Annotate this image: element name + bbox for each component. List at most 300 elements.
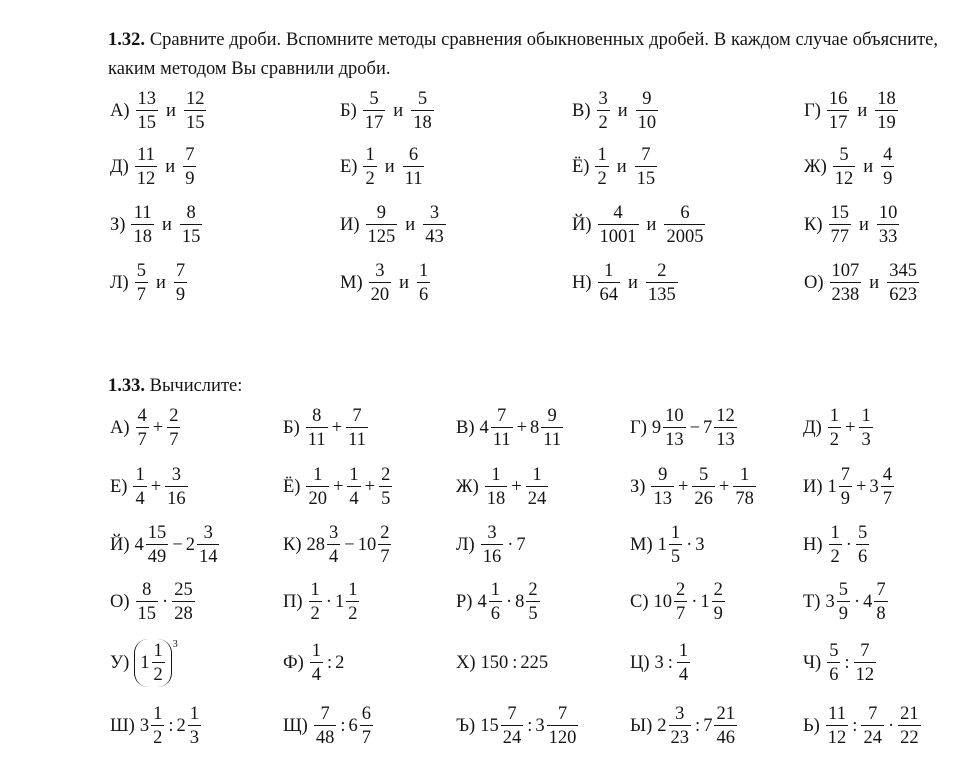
item-label: Й) <box>110 534 130 555</box>
calculation-item <box>630 517 706 573</box>
parentheses <box>134 639 172 687</box>
denominator: 2 <box>309 601 322 624</box>
numerator: 1 <box>532 464 542 485</box>
denominator: 15 <box>180 224 203 247</box>
numerator: 1 <box>419 260 429 281</box>
numerator: 15 <box>830 202 849 223</box>
denominator: 77 <box>829 224 852 247</box>
item-label: У) <box>110 652 130 673</box>
item-label: З) <box>110 214 126 235</box>
denominator: 18 <box>411 110 434 133</box>
fraction <box>733 466 756 509</box>
fraction <box>133 466 146 509</box>
fraction <box>403 146 425 189</box>
item-label: И) <box>803 476 823 497</box>
fraction <box>827 642 840 685</box>
numerator: 7 <box>507 703 517 724</box>
denominator: 26 <box>692 486 715 509</box>
item-label: С) <box>630 591 649 612</box>
number: 3 <box>139 715 150 736</box>
fraction <box>151 705 164 748</box>
numerator: 7 <box>497 405 507 426</box>
fraction <box>306 407 328 450</box>
fraction <box>346 581 359 624</box>
denominator: 11 <box>306 427 328 450</box>
operator: · <box>853 591 861 612</box>
numerator: 5 <box>838 579 848 600</box>
numerator: 3 <box>675 703 685 724</box>
denominator: 11 <box>541 427 563 450</box>
calculation-item <box>110 517 220 573</box>
denominator: 22 <box>898 725 921 748</box>
denominator: 13 <box>651 486 674 509</box>
fraction <box>856 524 869 567</box>
fraction <box>167 407 180 450</box>
item-label: А) <box>110 417 130 438</box>
fraction <box>898 705 921 748</box>
number: 1 <box>657 534 667 555</box>
fraction <box>677 642 690 685</box>
item-label: Д) <box>110 156 129 177</box>
calculation-item <box>456 400 564 456</box>
numerator: 8 <box>186 202 196 223</box>
item-label: Ч) <box>803 652 822 673</box>
denominator: 3 <box>188 725 201 748</box>
operator: · <box>691 591 698 612</box>
item-label: Б) <box>283 417 300 438</box>
fraction <box>881 466 894 509</box>
item-label: Ё) <box>283 476 301 497</box>
denominator: 6 <box>827 662 840 685</box>
number: 4 <box>863 591 873 612</box>
fraction <box>541 407 563 450</box>
item-label: А) <box>110 100 130 121</box>
denominator: 11 <box>491 427 513 450</box>
numerator: 5 <box>829 640 839 661</box>
item-label: Е) <box>110 476 128 497</box>
comparison-item <box>804 197 900 253</box>
denominator: 9 <box>839 486 852 509</box>
fraction <box>481 524 504 567</box>
calculation-item <box>630 574 726 630</box>
numerator: 18 <box>877 88 896 109</box>
denominator: 5 <box>379 486 392 509</box>
fraction <box>692 466 715 509</box>
item-label: О) <box>804 272 824 293</box>
numerator: 21 <box>716 703 735 724</box>
fraction <box>712 581 725 624</box>
numerator: 7 <box>352 405 362 426</box>
fraction <box>714 705 737 748</box>
fraction <box>664 204 705 247</box>
numerator: 25 <box>174 579 193 600</box>
numerator: 1 <box>670 522 681 543</box>
numerator: 16 <box>828 88 848 109</box>
denominator: 17 <box>363 110 386 133</box>
numerator: 15 <box>147 522 167 543</box>
numerator: 1 <box>830 522 840 543</box>
operator: + <box>511 476 522 497</box>
fraction <box>674 581 687 624</box>
denominator: 20 <box>369 282 392 305</box>
denominator: 28 <box>172 601 195 624</box>
exponent: 3 <box>172 639 178 650</box>
operator: · <box>162 591 169 612</box>
comparison-item <box>572 255 679 311</box>
denominator: 4 <box>327 544 340 567</box>
item-label: Е) <box>340 156 358 177</box>
fraction <box>874 581 887 624</box>
item-label: М) <box>630 534 653 555</box>
operator: + <box>516 417 528 438</box>
fraction <box>830 262 862 305</box>
numerator: 3 <box>375 260 385 281</box>
numerator: 11 <box>133 202 152 223</box>
number: 3 <box>869 476 879 497</box>
fraction <box>346 407 368 450</box>
exercise-number: 1.32. <box>108 30 145 50</box>
number: 3 <box>535 715 545 736</box>
denominator: 12 <box>854 662 877 685</box>
calculation-item <box>110 400 181 456</box>
item-label: Ь) <box>803 715 820 736</box>
numerator: 2 <box>657 260 667 281</box>
comparison-item <box>804 255 920 311</box>
numerator: 7 <box>175 260 186 281</box>
fraction <box>828 407 841 450</box>
fraction <box>135 146 158 189</box>
fraction <box>363 90 386 133</box>
item-label: Д) <box>803 417 822 438</box>
denominator: 18 <box>131 224 154 247</box>
operator: : <box>327 652 333 673</box>
operator: · <box>845 534 852 555</box>
operator: + <box>152 417 164 438</box>
fraction <box>829 204 852 247</box>
calculation-item <box>456 698 579 754</box>
fraction <box>411 90 434 133</box>
denominator: 5 <box>526 601 539 624</box>
denominator: 2 <box>828 427 841 450</box>
denominator: 24 <box>501 725 524 748</box>
denominator: 2 <box>346 601 359 624</box>
calculation-item <box>283 400 369 456</box>
fraction <box>188 705 201 748</box>
numerator: 3 <box>203 522 213 543</box>
fraction <box>491 407 513 450</box>
number: 4 <box>134 534 144 555</box>
number: 1 <box>140 652 150 673</box>
fraction <box>598 262 621 305</box>
operator: + <box>856 476 867 497</box>
numerator: 7 <box>557 703 568 724</box>
numerator: 12 <box>716 405 735 426</box>
fraction <box>826 705 849 748</box>
denominator: 7 <box>378 544 391 567</box>
fraction <box>597 90 610 133</box>
denominator: 24 <box>526 486 549 509</box>
denominator: 2 <box>363 166 376 189</box>
fraction <box>183 146 196 189</box>
numerator: 4 <box>883 144 893 165</box>
numerator: 1 <box>189 703 199 724</box>
fraction <box>423 204 446 247</box>
fraction <box>184 90 207 133</box>
denominator: 4 <box>677 662 690 685</box>
denominator: 9 <box>183 166 196 189</box>
fraction <box>309 581 322 624</box>
number: 2 <box>176 715 186 736</box>
numerator: 6 <box>680 202 690 223</box>
fraction <box>197 524 220 567</box>
numerator: 2 <box>169 405 179 426</box>
comparison-item <box>572 139 658 195</box>
conjunction: и <box>405 214 416 235</box>
fraction <box>526 581 539 624</box>
fraction <box>306 466 329 509</box>
operator: : <box>512 652 518 673</box>
denominator: 13 <box>663 427 686 450</box>
numerator: 10 <box>665 405 684 426</box>
conjunction: и <box>859 214 869 235</box>
numerator: 6 <box>408 144 419 165</box>
fraction <box>887 262 919 305</box>
comparison-item <box>572 83 659 139</box>
denominator: 4 <box>310 662 323 685</box>
denominator: 2 <box>151 725 164 748</box>
item-label: И) <box>340 214 360 235</box>
denominator: 9 <box>837 601 850 624</box>
calculation-item <box>283 574 360 630</box>
item-label: П) <box>283 591 303 612</box>
fraction <box>526 466 549 509</box>
conjunction: и <box>393 100 404 121</box>
conjunction: и <box>161 214 172 235</box>
numerator: 107 <box>831 260 860 281</box>
fraction <box>669 705 692 748</box>
numerator: 13 <box>137 88 157 109</box>
fraction <box>135 262 148 305</box>
numerator: 5 <box>699 464 709 485</box>
item-label: Х) <box>456 652 476 673</box>
fraction <box>837 581 850 624</box>
item-label: Г) <box>804 100 821 121</box>
numerator: 2 <box>380 522 390 543</box>
numerator: 1 <box>491 464 501 485</box>
number: 4 <box>479 417 489 438</box>
calculation-item <box>110 459 189 515</box>
fraction <box>636 90 659 133</box>
denominator: 23 <box>669 725 692 748</box>
item-label: Щ) <box>283 715 308 736</box>
denominator: 24 <box>861 725 884 748</box>
item-label: В) <box>572 100 591 121</box>
fraction <box>547 705 579 748</box>
numerator: 3 <box>598 88 608 109</box>
numerator: 21 <box>900 703 919 724</box>
conjunction: и <box>165 156 176 177</box>
denominator: 2 <box>595 166 608 189</box>
numerator: 1 <box>604 260 614 281</box>
denominator: 1001 <box>598 224 639 247</box>
numerator: 1 <box>597 144 607 165</box>
calculation-item <box>456 517 527 573</box>
numerator: 9 <box>547 405 557 426</box>
fraction <box>881 146 894 189</box>
denominator: 33 <box>877 224 900 247</box>
numerator: 5 <box>369 88 379 109</box>
operator: − <box>689 417 701 438</box>
numerator: 345 <box>889 260 917 281</box>
exercise-text: Сравните дроби. Вспомните методы сравнения обыкновенных дробей. В каждом случае объясните, каким методом Вы сравнили дроби. <box>108 30 939 79</box>
calculation-item <box>456 459 549 515</box>
denominator: 12 <box>135 166 158 189</box>
calculation-item <box>803 459 895 515</box>
fraction <box>172 581 195 624</box>
numerator: 5 <box>857 522 868 543</box>
denominator: 135 <box>646 282 678 305</box>
number: 3 <box>654 652 664 673</box>
item-label: Ъ) <box>456 715 476 736</box>
numerator: 3 <box>487 522 497 543</box>
operator: : <box>168 715 174 736</box>
denominator: 16 <box>481 544 504 567</box>
operator: + <box>364 476 376 497</box>
number: 7 <box>703 715 713 736</box>
item-label: Р) <box>456 591 473 612</box>
denominator: 6 <box>856 544 869 567</box>
denominator: 43 <box>423 224 446 247</box>
fraction <box>379 466 392 509</box>
number: 7 <box>516 534 526 555</box>
conjunction: и <box>628 272 638 293</box>
fraction <box>714 407 737 450</box>
item-label: Г) <box>630 417 647 438</box>
calculation-item <box>110 574 196 630</box>
numerator: 7 <box>860 640 870 661</box>
numerator: 8 <box>312 405 322 426</box>
denominator: 623 <box>887 282 919 305</box>
calculation-item <box>803 698 922 754</box>
fraction <box>877 204 900 247</box>
number: 2 <box>185 534 195 555</box>
operator: + <box>331 417 343 438</box>
denominator: 19 <box>875 110 898 133</box>
item-label: З) <box>630 476 646 497</box>
conjunction: и <box>646 214 657 235</box>
number: 1 <box>827 476 837 497</box>
numerator: 4 <box>613 202 623 223</box>
conjunction: и <box>616 156 627 177</box>
fraction <box>485 466 508 509</box>
fraction <box>136 90 159 133</box>
denominator: 7 <box>360 725 373 748</box>
numerator: 5 <box>417 88 428 109</box>
numerator: 4 <box>137 405 147 426</box>
operator: + <box>677 476 689 497</box>
numerator: 7 <box>185 144 195 165</box>
numerator: 2 <box>713 579 723 600</box>
comparison-item <box>340 197 447 253</box>
fraction <box>310 642 323 685</box>
numerator: 11 <box>828 703 846 724</box>
denominator: 46 <box>714 725 737 748</box>
numerator: 1 <box>678 640 689 661</box>
fraction <box>378 524 391 567</box>
fraction <box>663 407 686 450</box>
numerator: 1 <box>348 579 358 600</box>
comparison-item <box>804 139 895 195</box>
item-label: Й) <box>572 214 592 235</box>
fraction <box>360 705 373 748</box>
conjunction: и <box>617 100 628 121</box>
number: 15 <box>480 715 499 736</box>
fraction <box>180 204 203 247</box>
comparison-item <box>572 197 706 253</box>
numerator: 9 <box>376 202 387 223</box>
denominator: 9 <box>712 601 725 624</box>
numerator: 7 <box>641 144 651 165</box>
fraction <box>829 524 842 567</box>
numerator: 1 <box>311 640 322 661</box>
operator: · <box>505 591 513 612</box>
denominator: 238 <box>830 282 862 305</box>
operator: · <box>887 715 895 736</box>
numerator: 1 <box>313 464 323 485</box>
denominator: 7 <box>167 427 180 450</box>
conjunction: и <box>384 156 395 177</box>
operator: : <box>844 652 850 673</box>
exercise-number: 1.33. <box>108 376 145 396</box>
denominator: 5 <box>669 544 682 567</box>
fraction <box>635 146 658 189</box>
fraction <box>651 466 674 509</box>
denominator: 64 <box>598 282 621 305</box>
calculation-item <box>110 635 178 691</box>
denominator: 15 <box>136 601 159 624</box>
calculation-item <box>283 517 392 573</box>
fraction <box>369 262 392 305</box>
item-label: Ф) <box>283 652 304 673</box>
denominator: 6 <box>489 601 502 624</box>
denominator: 17 <box>827 110 850 133</box>
denominator: 120 <box>547 725 579 748</box>
number: 10 <box>653 591 672 612</box>
number: 2 <box>657 715 667 736</box>
operator: + <box>150 476 162 497</box>
fraction <box>501 705 524 748</box>
numerator: 3 <box>329 522 339 543</box>
fraction <box>417 262 430 305</box>
numerator: 7 <box>320 703 330 724</box>
calculation-item <box>283 698 374 754</box>
denominator: 2005 <box>664 224 705 247</box>
calculation-item <box>630 698 738 754</box>
operator: + <box>718 476 730 497</box>
number: 4 <box>477 591 487 612</box>
exercise-1-33-heading <box>108 372 938 401</box>
denominator: 10 <box>636 110 659 133</box>
numerator: 1 <box>861 405 871 426</box>
item-label: Ж) <box>804 156 827 177</box>
numerator: 7 <box>840 464 851 485</box>
operator: : <box>695 715 701 736</box>
fraction <box>136 581 159 624</box>
item-label: Н) <box>803 534 823 555</box>
number: 1 <box>700 591 710 612</box>
number: 6 <box>348 715 358 736</box>
numerator: 5 <box>136 260 146 281</box>
